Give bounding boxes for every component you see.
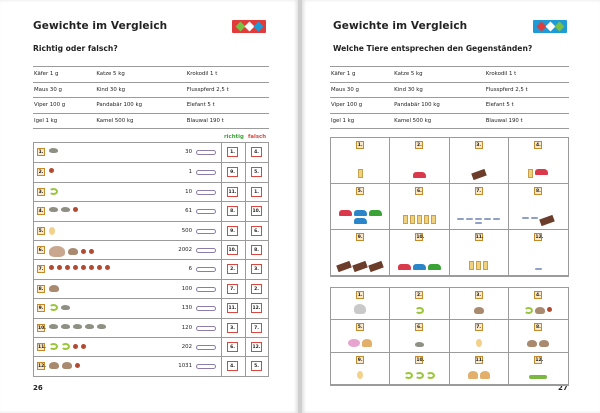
animal-group bbox=[49, 188, 58, 195]
falsch-answer-box[interactable]: 12. bbox=[251, 303, 262, 313]
car-icon bbox=[354, 218, 367, 224]
beetle-icon bbox=[81, 249, 86, 254]
mouse-icon bbox=[415, 342, 424, 347]
question-row bbox=[34, 240, 268, 259]
object-number: 12. bbox=[535, 235, 544, 240]
logo-blue-shape bbox=[253, 22, 263, 32]
animal-number: 8. bbox=[535, 325, 541, 331]
animals-grid bbox=[330, 287, 569, 386]
beetle-icon bbox=[49, 168, 54, 173]
beetle-icon bbox=[57, 265, 62, 270]
book-logo bbox=[232, 20, 266, 33]
paperclip-icon bbox=[196, 364, 216, 369]
animal-number: 2. bbox=[416, 293, 422, 298]
row-number: 8. bbox=[38, 286, 44, 292]
richtig-answer-box[interactable]: 4. bbox=[227, 361, 238, 371]
divider bbox=[245, 319, 246, 337]
car-icon bbox=[369, 210, 382, 216]
paperclip-icon bbox=[475, 218, 482, 220]
hedgehog-icon bbox=[49, 285, 59, 292]
packet-icon bbox=[528, 169, 533, 178]
ref-cell: Pandabär 100 kg bbox=[393, 98, 485, 114]
cat-icon bbox=[357, 371, 363, 379]
paperclip-count: 130 bbox=[181, 305, 192, 312]
chocolate-icon bbox=[471, 169, 487, 180]
paperclip-icon bbox=[493, 218, 500, 220]
paperclip-icon bbox=[196, 229, 216, 234]
elephant-icon bbox=[354, 304, 366, 314]
question-row bbox=[34, 279, 268, 298]
animal-cell[interactable] bbox=[509, 320, 568, 352]
object-cell[interactable] bbox=[331, 138, 390, 184]
mouse-icon bbox=[49, 148, 58, 153]
mouse-icon bbox=[49, 207, 58, 212]
beetle-icon bbox=[49, 265, 54, 270]
car-icon bbox=[339, 210, 352, 216]
falsch-answer-box[interactable]: 5. bbox=[251, 167, 262, 177]
ref-cell: Kamel 500 kg bbox=[95, 113, 185, 129]
packet-icon bbox=[469, 261, 474, 270]
paperclip-icon bbox=[457, 218, 464, 220]
richtig-answer-box[interactable]: 2. bbox=[227, 264, 238, 274]
cat-icon bbox=[49, 227, 55, 235]
ref-cell: Blauwal 190 t bbox=[485, 113, 569, 129]
row-number: 2. bbox=[38, 170, 44, 176]
object-number: 2. bbox=[416, 143, 422, 148]
falsch-answer-box[interactable]: 8. bbox=[251, 245, 262, 255]
animal-number: 9. bbox=[357, 357, 363, 363]
object-cell[interactable] bbox=[331, 184, 390, 230]
objects-grid bbox=[330, 137, 569, 277]
car-icon bbox=[354, 210, 367, 216]
divider bbox=[221, 163, 222, 181]
animal-cell[interactable] bbox=[450, 288, 509, 320]
snake-icon bbox=[404, 372, 413, 379]
page-title: Gewichte im Vergleich bbox=[33, 20, 168, 32]
beetle-icon bbox=[97, 265, 102, 270]
animal-group bbox=[49, 362, 80, 369]
beetle-icon bbox=[73, 344, 78, 349]
animal-group bbox=[49, 148, 58, 153]
object-cell[interactable] bbox=[390, 230, 449, 276]
paperclip-icon bbox=[196, 150, 216, 155]
left-page bbox=[0, 0, 298, 413]
row-number: 3. bbox=[38, 189, 44, 195]
paperclip-icon bbox=[196, 209, 216, 214]
animal-group bbox=[49, 265, 110, 270]
paperclip-count: 6 bbox=[188, 266, 192, 273]
divider bbox=[221, 338, 222, 356]
question-row bbox=[34, 162, 268, 181]
cat-icon bbox=[476, 339, 482, 347]
camel-icon bbox=[362, 339, 372, 347]
animal-cell[interactable] bbox=[331, 288, 390, 320]
camel-icon bbox=[480, 371, 490, 379]
divider bbox=[245, 183, 246, 201]
animal-cell[interactable] bbox=[450, 353, 509, 385]
hedgehog-icon bbox=[49, 246, 65, 257]
car-icon bbox=[413, 172, 426, 178]
chocolate-icon bbox=[540, 215, 556, 226]
beetle-icon bbox=[81, 344, 86, 349]
ref-cell: Blauwal 190 t bbox=[186, 113, 269, 129]
divider bbox=[221, 241, 222, 259]
mouse-icon bbox=[61, 324, 70, 329]
animal-group bbox=[49, 227, 55, 235]
animal-group bbox=[49, 304, 70, 311]
row-number: 7. bbox=[38, 267, 44, 273]
richtig-answer-box[interactable]: 11. bbox=[227, 303, 238, 313]
divider bbox=[221, 280, 222, 298]
object-number: 9. bbox=[357, 235, 363, 240]
falsch-header: falsch bbox=[248, 134, 267, 140]
paperclip-icon bbox=[475, 222, 482, 224]
object-cell[interactable] bbox=[509, 138, 568, 184]
car-icon bbox=[398, 264, 411, 270]
snake-icon bbox=[415, 372, 424, 379]
ref-cell: Katze 5 kg bbox=[95, 67, 185, 83]
hedgehog-icon bbox=[539, 340, 549, 347]
packet-icon bbox=[483, 261, 488, 270]
object-number: 8. bbox=[535, 189, 541, 194]
divider bbox=[245, 241, 246, 259]
row-number: 1. bbox=[38, 150, 44, 155]
falsch-answer-box[interactable]: 6. bbox=[251, 226, 262, 236]
question-row bbox=[34, 221, 268, 240]
crocodile-icon bbox=[529, 375, 547, 379]
car-icon bbox=[413, 264, 426, 270]
page-subtitle: Welche Tiere entsprechen den Gegenständen? bbox=[333, 44, 533, 53]
object-number: 3. bbox=[476, 143, 482, 148]
paperclip-icon bbox=[196, 306, 216, 311]
animal-group bbox=[49, 207, 78, 212]
packet-icon bbox=[403, 215, 408, 224]
ref-cell: Pandabär 100 kg bbox=[95, 98, 185, 114]
paperclip-icon bbox=[196, 170, 216, 175]
beetle-icon bbox=[89, 265, 94, 270]
richtig-answer-box[interactable]: 1. bbox=[227, 147, 238, 157]
logo-green-shape bbox=[235, 22, 245, 32]
ref-cell: Elefant 5 t bbox=[485, 98, 569, 114]
object-number: 6. bbox=[416, 189, 422, 194]
mouse-icon bbox=[61, 305, 70, 310]
animal-cell[interactable] bbox=[390, 353, 449, 385]
object-cell[interactable] bbox=[390, 138, 449, 184]
weight-reference-table bbox=[330, 66, 569, 129]
ref-cell: Kind 30 kg bbox=[393, 82, 485, 98]
ref-cell: Katze 5 kg bbox=[393, 67, 485, 83]
object-number: 5. bbox=[357, 189, 363, 194]
divider bbox=[221, 319, 222, 337]
beetle-icon bbox=[65, 265, 70, 270]
page-subtitle: Richtig oder falsch? bbox=[33, 44, 118, 53]
divider bbox=[221, 299, 222, 317]
camel-icon bbox=[468, 371, 478, 379]
animal-group bbox=[49, 168, 54, 173]
mouse-icon bbox=[61, 207, 70, 212]
paperclip-count: 1 bbox=[188, 169, 192, 176]
paperclip-count: 500 bbox=[181, 227, 192, 234]
paperclip-count: 30 bbox=[185, 149, 192, 155]
falsch-answer-box[interactable]: 7. bbox=[251, 323, 262, 333]
paperclip-icon bbox=[196, 248, 216, 253]
beetle-icon bbox=[89, 249, 94, 254]
falsch-answer-box[interactable]: 3. bbox=[251, 264, 262, 274]
mouse-icon bbox=[73, 324, 82, 329]
falsch-answer-box[interactable]: 4. bbox=[251, 147, 262, 157]
divider bbox=[221, 222, 222, 240]
divider bbox=[221, 143, 222, 162]
snake-icon bbox=[49, 304, 58, 311]
object-cell[interactable] bbox=[450, 138, 509, 184]
question-row bbox=[34, 143, 268, 162]
snake-icon bbox=[524, 307, 533, 314]
paperclip-count: 2002 bbox=[178, 246, 192, 253]
animal-cell[interactable] bbox=[390, 288, 449, 320]
falsch-answer-box[interactable]: 10. bbox=[251, 206, 262, 216]
animal-group bbox=[49, 246, 94, 257]
weight-reference-table bbox=[33, 66, 269, 129]
beetle-icon bbox=[105, 265, 110, 270]
ref-cell: Elefant 5 t bbox=[186, 98, 269, 114]
snake-icon bbox=[426, 372, 435, 379]
paperclip-count: 100 bbox=[181, 285, 192, 292]
ref-cell: Maus 30 g bbox=[33, 82, 95, 98]
richtig-answer-box[interactable]: 11. bbox=[227, 187, 238, 197]
divider bbox=[245, 260, 246, 278]
ref-cell: Flusspferd 2,5 t bbox=[485, 82, 569, 98]
object-number: 1. bbox=[357, 143, 363, 148]
animal-number: 10. bbox=[416, 357, 425, 363]
mouse-icon bbox=[85, 324, 94, 329]
row-number: 12. bbox=[38, 364, 46, 370]
hedgehog-icon bbox=[527, 340, 537, 347]
beetle-icon bbox=[75, 363, 80, 368]
falsch-answer-box[interactable]: 2. bbox=[251, 284, 262, 294]
paperclip-icon bbox=[196, 267, 216, 272]
divider bbox=[221, 202, 222, 220]
question-row bbox=[34, 298, 268, 317]
object-cell[interactable] bbox=[331, 230, 390, 276]
packet-icon bbox=[358, 169, 363, 178]
row-number: 4. bbox=[38, 209, 44, 215]
paperclip-count: 202 bbox=[181, 343, 192, 350]
ref-cell: Igel 1 kg bbox=[330, 113, 393, 129]
animal-cell[interactable] bbox=[331, 320, 390, 352]
paperclip-icon bbox=[196, 345, 216, 350]
packet-icon bbox=[417, 215, 422, 224]
paperclip-icon bbox=[535, 268, 542, 270]
animal-cell[interactable] bbox=[509, 288, 568, 320]
packet-icon bbox=[424, 215, 429, 224]
animal-group bbox=[49, 285, 59, 292]
animal-number: 4. bbox=[535, 293, 541, 298]
divider bbox=[221, 183, 222, 201]
animal-number: 7. bbox=[476, 325, 482, 331]
divider bbox=[221, 260, 222, 278]
row-number: 5. bbox=[38, 228, 44, 234]
car-icon bbox=[535, 169, 548, 175]
row-number: 10. bbox=[38, 325, 46, 331]
question-table bbox=[33, 142, 269, 377]
object-cell[interactable] bbox=[450, 184, 509, 230]
row-number: 9. bbox=[38, 306, 44, 312]
animal-cell[interactable] bbox=[509, 353, 568, 385]
question-row bbox=[34, 201, 268, 220]
chocolate-icon bbox=[368, 261, 384, 272]
object-number: 4. bbox=[535, 143, 541, 148]
richtig-answer-box[interactable]: 8. bbox=[227, 206, 238, 216]
richtig-answer-box[interactable]: 10. bbox=[227, 245, 238, 255]
ref-cell: Krokodil 1 t bbox=[186, 67, 269, 83]
object-cell[interactable] bbox=[509, 184, 568, 230]
paperclip-count: 120 bbox=[181, 324, 192, 331]
logo-red-shape bbox=[536, 22, 546, 32]
divider bbox=[245, 202, 246, 220]
ref-cell: Käfer 1 g bbox=[33, 67, 95, 83]
ref-cell: Maus 30 g bbox=[330, 82, 393, 98]
object-number: 11. bbox=[475, 235, 484, 240]
paperclip-icon bbox=[196, 287, 216, 292]
snake-icon bbox=[49, 188, 58, 195]
ref-cell: Viper 100 g bbox=[33, 98, 95, 114]
page-title: Gewichte im Vergleich bbox=[333, 20, 468, 32]
richtig-answer-box[interactable]: 6. bbox=[227, 342, 238, 352]
hedgehog-icon bbox=[474, 307, 484, 314]
snake-icon bbox=[49, 343, 58, 350]
divider bbox=[221, 357, 222, 375]
animal-number: 1. bbox=[357, 293, 363, 298]
mouse-icon bbox=[97, 324, 106, 329]
paperclip-icon bbox=[522, 217, 529, 219]
beetle-icon bbox=[547, 307, 552, 312]
richtig-answer-box[interactable]: 7. bbox=[227, 284, 238, 294]
divider bbox=[245, 299, 246, 317]
question-row bbox=[34, 318, 268, 337]
hedgehog-icon bbox=[535, 307, 545, 314]
richtig-answer-box[interactable]: 9. bbox=[227, 226, 238, 236]
ref-cell: Viper 100 g bbox=[330, 98, 393, 114]
car-icon bbox=[428, 264, 441, 270]
richtig-answer-box[interactable]: 9. bbox=[227, 167, 238, 177]
question-row bbox=[34, 337, 268, 356]
hedgehog-icon bbox=[68, 248, 78, 255]
snake-icon bbox=[61, 343, 70, 350]
animal-number: 6. bbox=[416, 325, 422, 331]
row-number: 11. bbox=[38, 344, 46, 350]
paperclip-icon bbox=[531, 217, 538, 219]
page-number: 27 bbox=[558, 384, 568, 392]
animal-number: 3. bbox=[476, 293, 482, 298]
ref-cell: Käfer 1 g bbox=[330, 67, 393, 83]
hippo-icon bbox=[348, 339, 360, 347]
richtig-answer-box[interactable]: 3. bbox=[227, 323, 238, 333]
question-row bbox=[34, 182, 268, 201]
paperclip-icon bbox=[484, 218, 491, 220]
divider bbox=[245, 143, 246, 162]
falsch-answer-box[interactable]: 12. bbox=[251, 342, 262, 352]
divider bbox=[245, 338, 246, 356]
ref-cell: Flusspferd 2,5 t bbox=[186, 82, 269, 98]
animal-cell[interactable] bbox=[390, 320, 449, 352]
divider bbox=[245, 222, 246, 240]
object-cell[interactable] bbox=[509, 230, 568, 276]
richtig-header: richtig bbox=[224, 134, 244, 140]
paperclip-count: 10 bbox=[185, 188, 192, 195]
ref-cell: Kind 30 kg bbox=[95, 82, 185, 98]
animal-number: 12. bbox=[535, 357, 544, 363]
ref-cell: Krokodil 1 t bbox=[485, 67, 569, 83]
paperclip-icon bbox=[196, 326, 216, 331]
divider bbox=[245, 357, 246, 375]
divider bbox=[245, 163, 246, 181]
beetle-icon bbox=[73, 207, 78, 212]
object-cell[interactable] bbox=[450, 230, 509, 276]
book-logo bbox=[533, 20, 567, 33]
animal-group bbox=[49, 324, 106, 329]
row-number: 6. bbox=[38, 247, 44, 253]
animal-number: 11. bbox=[475, 357, 484, 363]
logo-green-shape bbox=[554, 22, 564, 32]
question-row bbox=[34, 356, 268, 375]
page-number: 26 bbox=[33, 384, 43, 392]
logo-white-shape bbox=[244, 22, 254, 32]
hedgehog-icon bbox=[49, 362, 59, 369]
packet-icon bbox=[476, 261, 481, 270]
snake-icon bbox=[415, 307, 424, 314]
paperclip-icon bbox=[466, 218, 473, 220]
hedgehog-icon bbox=[62, 362, 72, 369]
logo-white-shape bbox=[545, 22, 555, 32]
object-number: 7. bbox=[476, 189, 482, 194]
animal-group bbox=[49, 343, 86, 350]
packet-icon bbox=[410, 215, 415, 224]
ref-cell: Kamel 500 kg bbox=[393, 113, 485, 129]
falsch-answer-box[interactable]: 5. bbox=[251, 361, 262, 371]
animal-cell[interactable] bbox=[331, 353, 390, 385]
ref-cell: Igel 1 kg bbox=[33, 113, 95, 129]
chocolate-icon bbox=[352, 261, 368, 272]
paperclip-count: 1031 bbox=[178, 363, 192, 370]
animal-number: 5. bbox=[357, 325, 363, 331]
packet-icon bbox=[431, 215, 436, 224]
question-row bbox=[34, 259, 268, 278]
object-cell[interactable] bbox=[390, 184, 449, 230]
falsch-answer-box[interactable]: 1. bbox=[251, 187, 262, 197]
beetle-icon bbox=[81, 265, 86, 270]
divider bbox=[245, 280, 246, 298]
beetle-icon bbox=[73, 265, 78, 270]
chocolate-icon bbox=[336, 261, 352, 272]
paperclip-count: 61 bbox=[185, 208, 192, 215]
mouse-icon bbox=[49, 324, 58, 329]
paperclip-icon bbox=[196, 190, 216, 195]
object-number: 10. bbox=[416, 235, 425, 240]
animal-cell[interactable] bbox=[450, 320, 509, 352]
